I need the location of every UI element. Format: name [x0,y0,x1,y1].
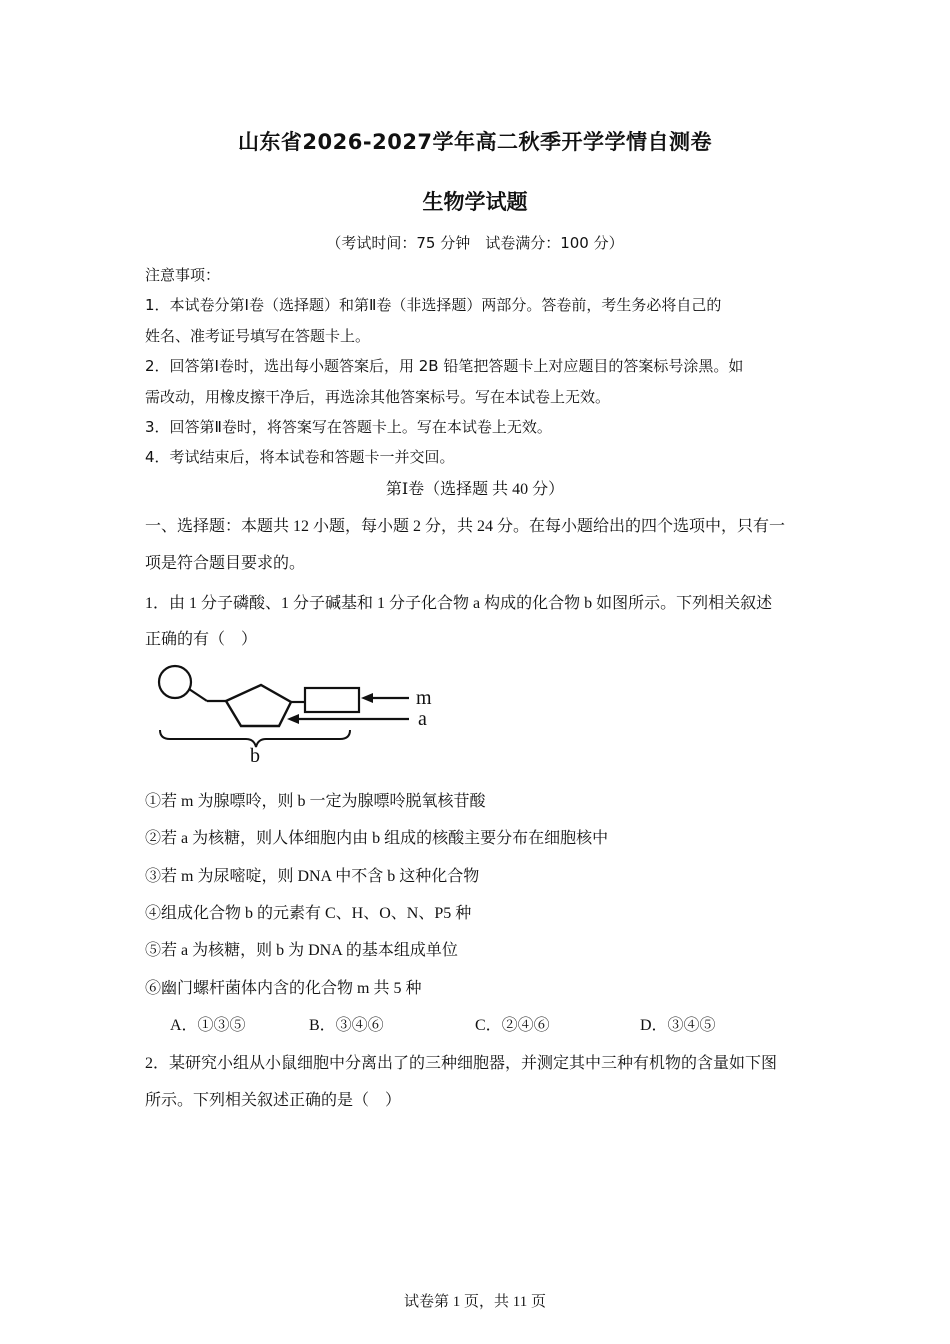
notice-line: 1．本试卷分第Ⅰ卷（选择题）和第Ⅱ卷（非选择题）两部分。答卷前，考生务必将自己的 [145,296,722,314]
section-instruction: 项是符合题目要求的。 [145,555,306,572]
option-b: B．③④⑥ [309,1017,384,1034]
pentose-pentagon [226,685,291,726]
notice-line: 需改动，用橡皮擦干净后，再选涂其他答案标号。写在本试卷上无效。 [145,388,611,406]
statement: ③若 m 为尿嘧啶，则 DNA 中不含 b 这种化合物 [145,868,480,885]
option-d: D．③④⑤ [640,1017,716,1034]
question-2-stem: 2．某研究小组从小鼠细胞中分离出了的三种细胞器，并测定其中三种有机物的含量如下图 [145,1055,778,1072]
statement: ⑥幽门螺杆菌体内含的化合物 m 共 5 种 [145,980,422,997]
statement: ⑤若 a 为核糖，则 b 为 DNA 的基本组成单位 [145,942,458,959]
option-a: A．①③⑤ [170,1017,246,1034]
exam-title: 山东省2026-2027学年高二秋季开学学情自测卷 [237,130,713,154]
notice-line: 4．考试结束后，将本试卷和答题卡一并交回。 [145,448,455,466]
option-c: C．②④⑥ [475,1017,550,1034]
question-1-stem: 正确的有（ ） [145,631,258,648]
section-heading: 第Ⅰ卷（选择题 共 40 分） [385,481,565,498]
notice-line: 姓名、准考证号填写在答题卡上。 [145,327,371,345]
exam-subtitle: 生物学试题 [422,190,528,214]
statement: ①若 m 为腺嘌呤，则 b 一定为腺嘌呤脱氧核苷酸 [145,793,486,810]
question-1-stem: 1．由 1 分子磷酸、1 分子碱基和 1 分子化合物 a 构成的化合物 b 如图所示。下列相关叙述 [145,595,773,612]
base-rectangle [305,688,359,712]
notice-line: 2．回答第Ⅰ卷时，选出每小题答案后，用 2B 铅笔把答题卡上对应题目的答案标号涂黑。如 [145,357,744,375]
page-footer: 试卷第 1 页，共 11 页 [404,1294,546,1310]
nucleotide-diagram [150,662,450,768]
notice-heading: 注意事项： [145,266,221,284]
statement: ②若 a 为核糖，则人体细胞内由 b 组成的核酸主要分布在细胞核中 [145,830,609,847]
label-m: m [416,687,432,709]
arrow-a-head [287,714,299,724]
question-2-stem: 所示。下列相关叙述正确的是（ ） [145,1092,402,1109]
notice-line: 3．回答第Ⅱ卷时，将答案写在答题卡上。写在本试卷上无效。 [145,418,552,436]
arrow-m-head [361,693,373,703]
phosphate-bond [189,689,207,701]
section-instruction: 一、选择题：本题共 12 小题，每小题 2 分，共 24 分。在每小题给出的四个选项中，只有一 [145,518,786,535]
phosphate-circle [159,666,191,698]
label-b: b [250,745,260,767]
statement: ④组成化合物 b 的元素有 C、H、O、N、P5 种 [145,905,472,922]
label-a: a [418,708,427,730]
exam-info: （考试时间：75 分钟 试卷满分：100 分） [326,234,624,252]
